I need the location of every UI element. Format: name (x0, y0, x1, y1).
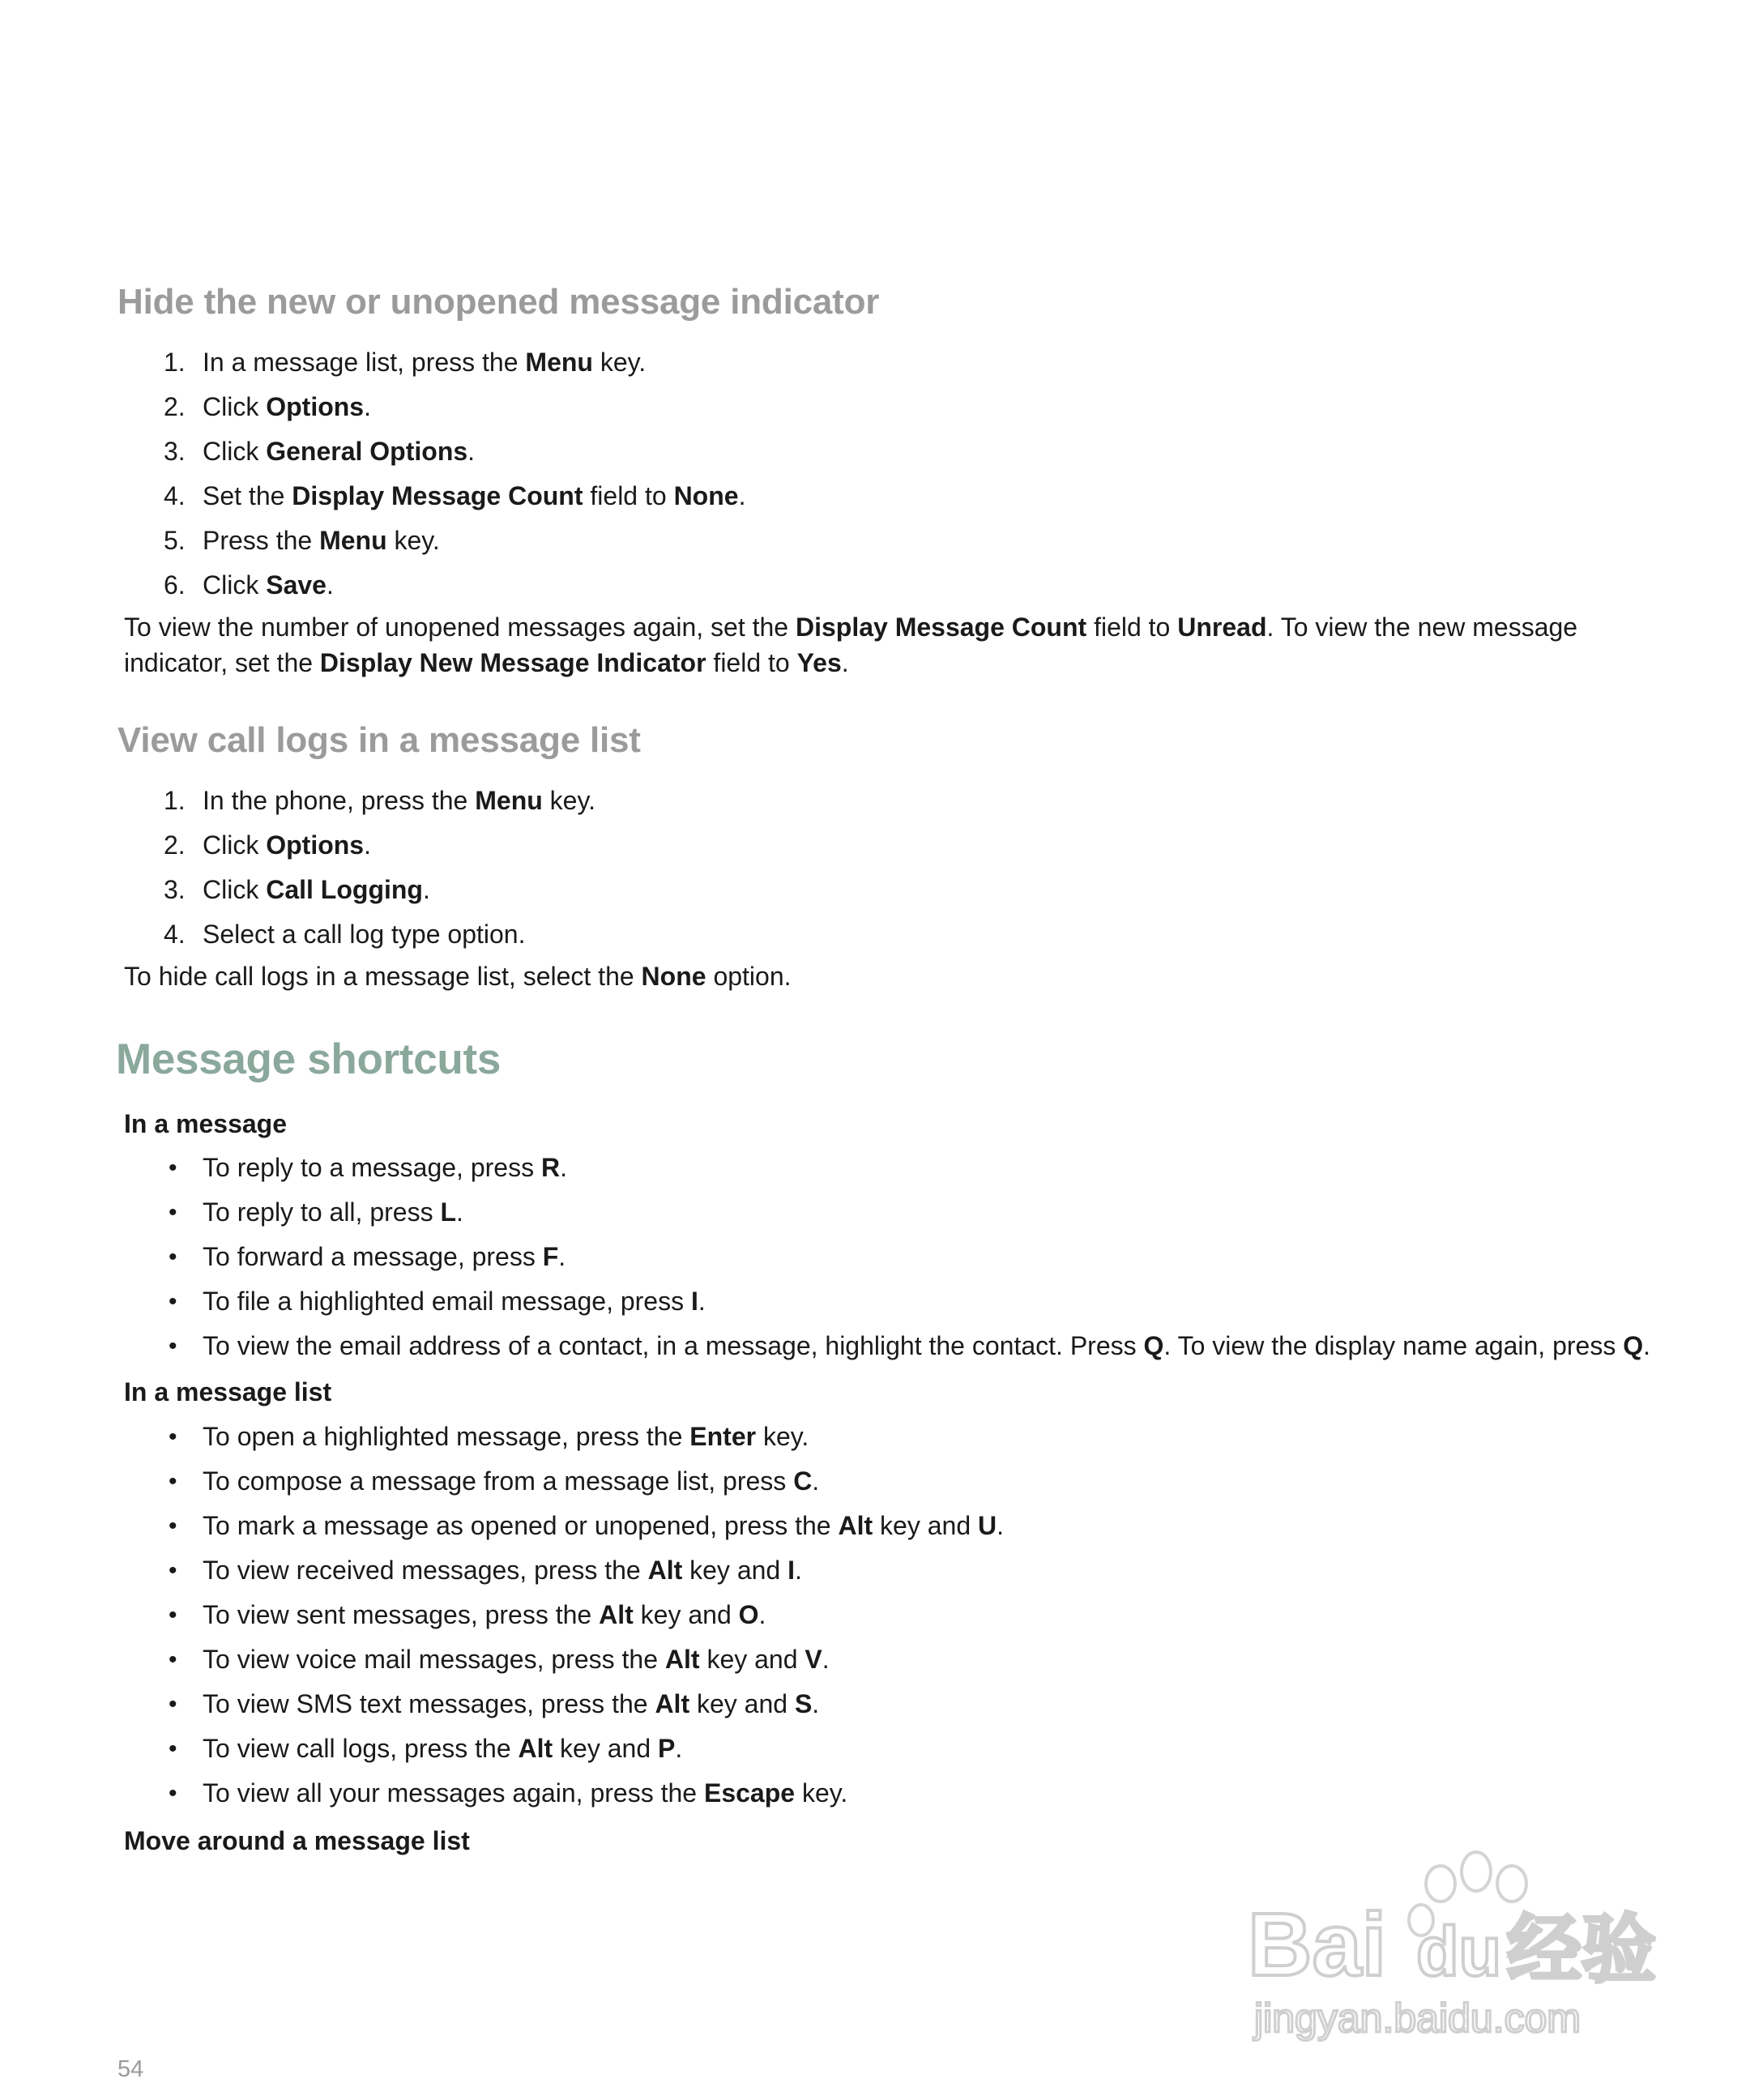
subheading-move-around: Move around a message list (124, 1826, 470, 1855)
list-item: • To mark a message as opened or unopened, press the Alt key and U. (169, 1511, 1004, 1540)
list-item: 1. In a message list, press the Menu key. (164, 348, 647, 377)
watermark-brand: Bai (1248, 1895, 1387, 1995)
hide-indicator-note: To view the number of unopened messages again, set the Display Message Count field to Unread. To view the new message indicator, set the Display New Message Indicator field to Yes. (124, 612, 1578, 677)
section-heading-hide-indicator: Hide the new or unopened message indicator (117, 282, 880, 322)
list-item: • To view the email address of a contact, in a message, highlight the contact. Press Q. To view the display name again, press Q. (169, 1331, 1650, 1360)
subheading-in-a-message-list: In a message list (124, 1377, 332, 1406)
list-item: • To reply to a message, press R. (169, 1153, 567, 1182)
list-item: • To file a highlighted email message, press I. (169, 1287, 706, 1316)
list-item: 2. Click Options. (164, 830, 371, 860)
page-number: 54 (117, 2056, 144, 2082)
list-item: 4. Set the Display Message Count field to None. (164, 481, 746, 510)
list-item: • To view all your messages again, press the Escape key. (169, 1778, 848, 1808)
list-item: 2. Click Options. (164, 392, 371, 421)
page-title-message-shortcuts: Message shortcuts (116, 1035, 502, 1083)
watermark-url: jingyan.baidu.com (1254, 1995, 1581, 2041)
list-item: 1. In the phone, press the Menu key. (164, 786, 595, 815)
watermark-brand2: du (1416, 1913, 1502, 1991)
list-item: 3. Click General Options. (164, 437, 476, 466)
list-item: • To reply to all, press L. (169, 1197, 463, 1227)
list-item: • To view SMS text messages, press the Alt key and S. (169, 1689, 820, 1718)
list-item: • To compose a message from a message list, press C. (169, 1466, 820, 1496)
list-item: • To forward a message, press F. (169, 1242, 566, 1271)
list-item: • To view call logs, press the Alt key and P. (169, 1734, 683, 1763)
list-item: 4. Select a call log type option. (164, 920, 526, 949)
baidu-jingyan-watermark (1248, 1839, 1669, 2042)
list-item: 3. Click Call Logging. (164, 875, 430, 904)
list-item: • To view received messages, press the Alt key and I. (169, 1556, 802, 1585)
call-logs-note: To hide call logs in a message list, select the None option. (124, 962, 792, 991)
list-item: 6. Click Save. (164, 570, 334, 600)
list-item: 5. Press the Menu key. (164, 526, 440, 555)
in-message-shortcuts (0, 1146, 1650, 1368)
call-logs-steps (0, 779, 595, 957)
section-heading-call-logs: View call logs in a message list (117, 720, 641, 760)
watermark-cn: 经验 (1507, 1906, 1657, 1993)
list-item: • To view sent messages, press the Alt key and O. (169, 1600, 766, 1629)
list-item: • To open a highlighted message, press the Enter key. (169, 1422, 809, 1451)
in-list-shortcuts (0, 1415, 1004, 1816)
list-item: • To view voice mail messages, press the Alt key and V. (169, 1645, 830, 1674)
subheading-in-a-message: In a message (124, 1109, 287, 1138)
hide-indicator-steps (0, 340, 745, 608)
